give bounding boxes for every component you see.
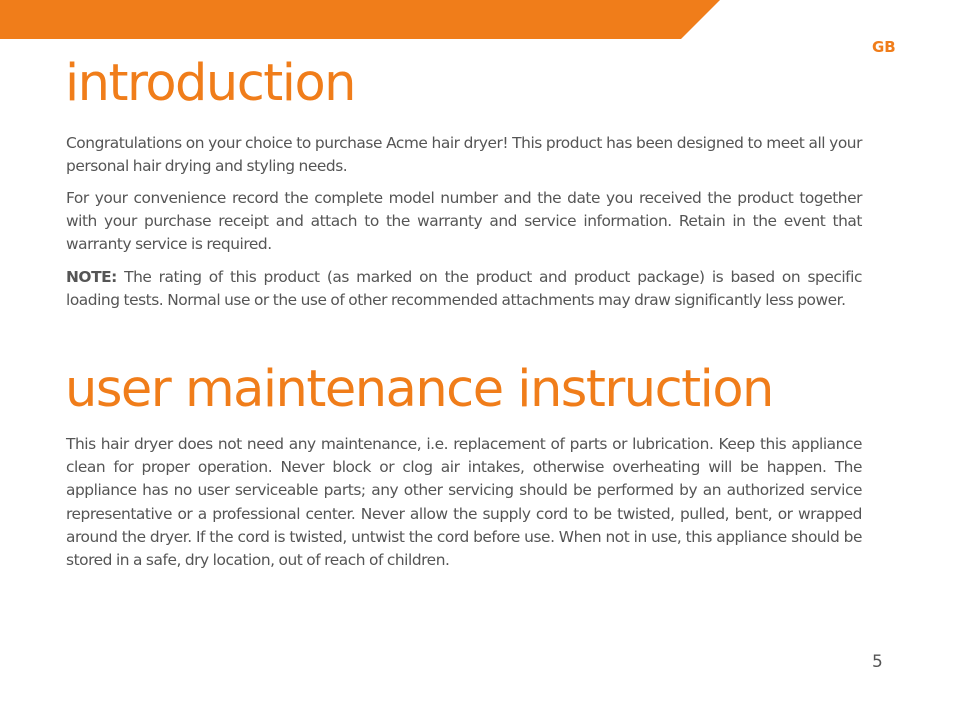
maintenance-heading: user maintenance instruction xyxy=(65,360,773,419)
note-label: NOTE: xyxy=(66,268,117,286)
page-number: 5 xyxy=(872,652,883,672)
maintenance-paragraph: This hair dryer does not need any maintenance, i.e. replacement of parts or lubrication. Keep this appliance clean for proper operation. Never block or clog air intakes, otherwise overheating will be happen. The appliance has no user serviceable parts; any other servicing should be performed by an authorized service representative or a professional center. Never allow the supply cord to be twisted, pulled, bent, or wrapped around the dryer. If the cord is twisted, untwist the cord before use. When not in use, this appliance should be stored in a safe, dry location, out of reach of children. xyxy=(66,435,862,570)
intro-paragraph-1: Congratulations on your choice to purchase Acme hair dryer! This product has been designed to meet all your personal hair drying and styling needs. xyxy=(66,134,862,176)
header-banner xyxy=(0,0,720,39)
banner-shape xyxy=(0,0,720,39)
note-text: The rating of this product (as marked on the product and product package) is based on specific loading tests. Normal use or the use of other recommended attachments may draw significantly less power. xyxy=(66,268,862,310)
language-code: GB xyxy=(872,38,896,56)
intro-paragraph-2: For your convenience record the complete model number and the date you received the product together with your purchase receipt and attach to the warranty and service information. Retain in the event that warranty service is required. xyxy=(66,189,862,254)
introduction-heading: introduction xyxy=(65,54,355,113)
note-paragraph xyxy=(66,266,862,312)
